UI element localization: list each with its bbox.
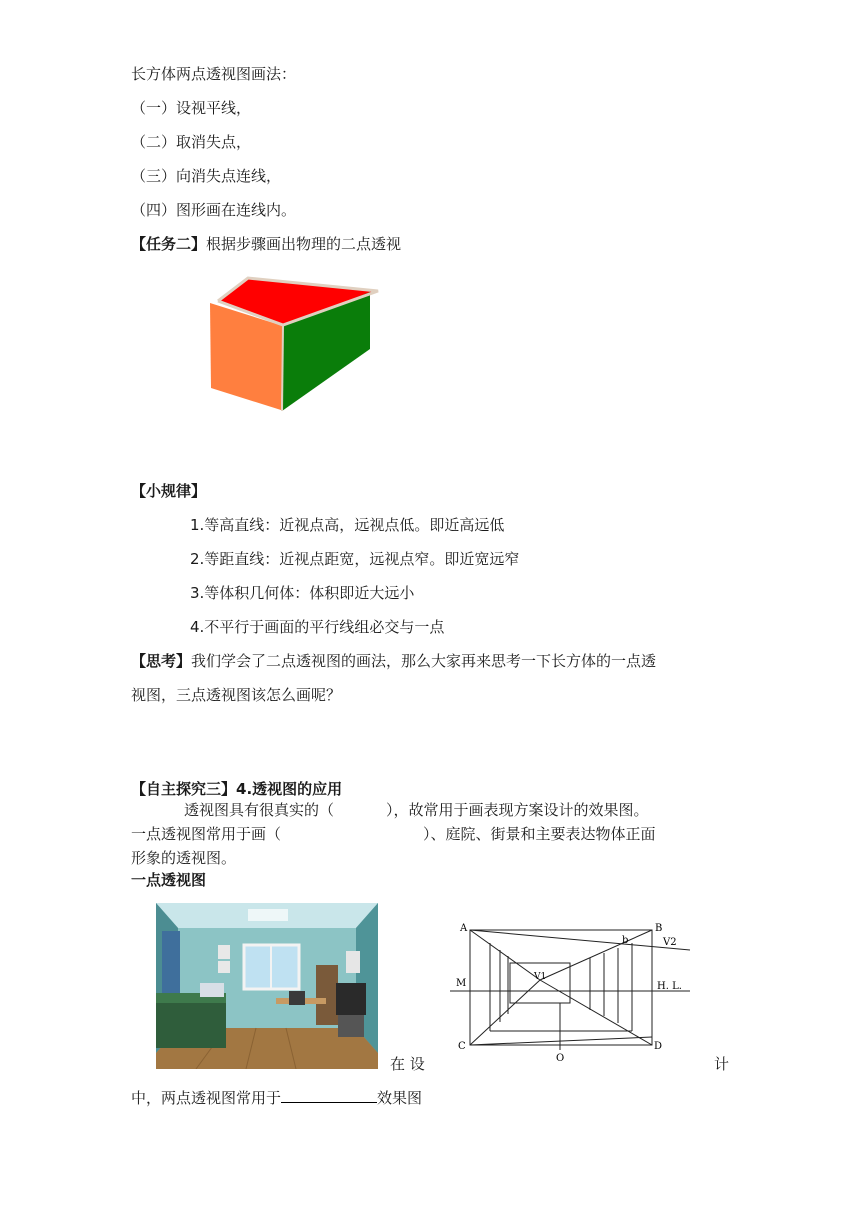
label-d: D [654,1041,663,1052]
explore3-title: 【自主探究三】4.透视图的应用 [131,780,343,798]
one-point-heading: 一点透视图 [131,871,207,889]
closing-part-2: 计 [714,1055,730,1073]
one-point-perspective-diagram [450,915,695,1065]
label-hl: H. L. [657,981,682,992]
rule-4: 4.不平行于画面的平行线组必交与一点 [190,618,445,636]
bedroom-illustration [156,903,378,1069]
think-line-2: 视图，三点透视图该怎么画呢？ [131,686,342,704]
label-m: M [456,978,467,989]
rule-3: 3.等体积几何体：体积即近大远小 [190,584,415,602]
label-b-small: b [622,935,629,946]
label-v1: V1 [534,972,547,982]
label-c: C [458,1041,466,1052]
cuboid-figure [200,275,380,415]
step-3: （三）向消失点连线， [131,167,282,185]
explore3-p1 [184,800,649,820]
explore3-p2-b: ）、庭院、街景和主要表达物体正面 [423,825,656,843]
label-o: O [556,1053,565,1064]
closing-line-2 [131,1088,422,1108]
think-line-1 [131,651,656,671]
task2-tag: 【任务二】 [131,235,207,253]
label-b: B [655,923,663,934]
section-title: 长方体两点透视图画法： [131,65,297,83]
think-tag: 【思考】 [131,652,192,670]
closing-part-3a: 中，两点透视图常用于 [131,1089,282,1107]
step-4: （四）图形画在连线内。 [131,201,297,219]
explore3-p1-b: ），故常用于画表现方案设计的效果图。 [386,801,649,819]
explore3-p1-a: 透视图具有很真实的（ [184,801,335,819]
closing-part-3b: 效果图 [377,1089,423,1107]
step-1: （一）设视平线， [131,99,252,117]
step-2: （二）取消失点， [131,133,252,151]
explore3-p3: 形象的透视图。 [131,849,237,867]
explore3-p2 [131,824,656,844]
task2-line [131,234,401,254]
label-a: A [460,923,468,934]
rule-1: 1.等高直线：近视点高，远视点低。即近高远低 [190,516,505,534]
think-text-1: 我们学会了二点透视图的画法，那么大家再来思考一下长方体的一点透 [191,652,657,670]
rules-title: 【小规律】 [131,482,207,500]
label-v2: V2 [663,937,677,948]
rule-2: 2.等距直线：近视点距宽，远视点窄。即近宽远窄 [190,550,520,568]
closing-part-1: 在 设 [390,1055,425,1073]
task2-text: 根据步骤画出物理的二点透视 [206,235,402,253]
explore3-p2-a: 一点透视图常用于画（ [131,825,282,843]
answer-blank[interactable] [281,1088,377,1103]
